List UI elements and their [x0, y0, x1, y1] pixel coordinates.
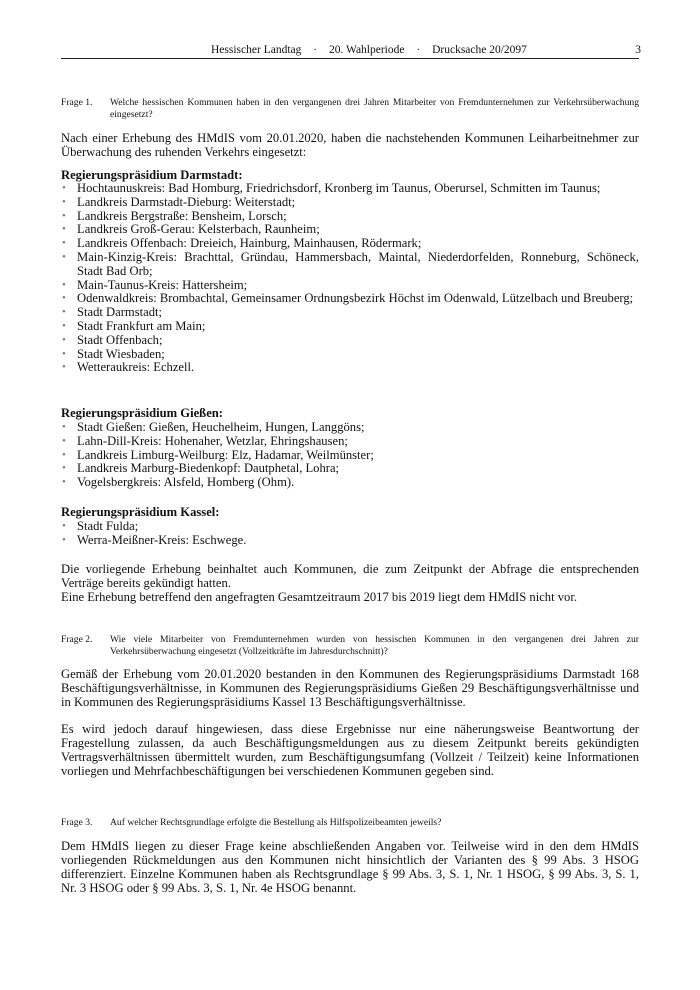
list-item: • Hochtaunuskreis: Bad Homburg, Friedrichsdorf, Kronberg im Taunus, Oberursel, Schmitten im Taunus; [61, 182, 639, 196]
list-item: • Landkreis Groß-Gerau: Kelsterbach, Raunheim; [61, 223, 639, 237]
list-item: • Stadt Wiesbaden; [61, 348, 639, 362]
answer-3 [61, 839, 639, 895]
question-text: Auf welcher Rechtsgrundlage erfolgte die Bestellung als Hilfspolizeibeamten jeweils? [110, 817, 442, 828]
header-divider [61, 58, 639, 59]
question-label: Frage 3. [61, 817, 93, 828]
section-heading-giessen: Regierungspräsidium Gießen: [61, 406, 223, 420]
header-parliament: Hessischer Landtag [211, 44, 302, 56]
list-item: • Landkreis Marburg-Biedenkopf: Dautphetal, Lohra; [61, 462, 639, 476]
question-2 [61, 634, 639, 659]
header-title [211, 43, 527, 57]
question-text: Wie viele Mitarbeiter von Fremdunternehmen wurden von hessischen Kommunen in den vergangenen drei Jahren zur Verkehrsüberwachung eingesetzt (Vollzeitkräfte im Jahresdurchschnitt)? [110, 634, 639, 658]
list-item: • Werra-Meißner-Kreis: Eschwege. [61, 534, 639, 548]
paragraph: Es wird jedoch darauf hingewiesen, dass diese Ergebnisse nur eine näherungsweise Beantwortung der Fragestellung zulassen, da auch Beschäftigungsmeldungen aus zu diesem Zeitpunkt bereits gekündigten Vertragsverhältnissen übermittelt wurden, zum Beschäftigungsumfang (Vollzeit / Teilzeit) keine Informationen vorliegen und Mehrfachbeschäftigungen bei verschiedenen Kommunen gegeben sind. [61, 722, 639, 778]
paragraph: Nach einer Erhebung des HMdIS vom 20.01.2020, haben die nachstehenden Kommunen Leiharbeitnehmer zur Überwachung des ruhenden Verkehrs eingesetzt: [61, 131, 639, 159]
question-label: Frage 2. [61, 634, 93, 645]
list-item: • Vogelsbergkreis: Alsfeld, Homberg (Ohm). [61, 476, 639, 490]
list-item: • Wetteraukreis: Echzell. [61, 361, 639, 375]
answer-2 [61, 667, 639, 778]
question-3 [61, 817, 639, 829]
question-1 [61, 97, 639, 122]
question-text: Welche hessischen Kommunen haben in den vergangenen drei Jahren Mitarbeiter von Fremdunternehmen zur Verkehrsüberwachung eingesetzt? [110, 97, 639, 121]
list-item: • Stadt Frankfurt am Main; [61, 320, 639, 334]
list-item: • Main-Taunus-Kreis: Hattersheim; [61, 279, 639, 293]
list-item: • Landkreis Darmstadt-Dieburg: Weiterstadt; [61, 196, 639, 210]
paragraph: Die vorliegende Erhebung beinhaltet auch Kommunen, die zum Zeitpunkt der Abfrage die entsprechenden Verträge bereits gekündigt hatten. [61, 562, 639, 590]
list-item: • Lahn-Dill-Kreis: Hohenaher, Wetzlar, Ehringshausen; [61, 435, 639, 449]
header-separator: · [313, 44, 318, 56]
answer-1-closing [61, 562, 639, 604]
paragraph: Gemäß der Erhebung vom 20.01.2020 bestanden in den Kommunen des Regierungspräsidiums Darmstadt 168 Beschäftigungsverhältnisse, in Kommunen des Regierungspräsidiums Gießen 29 Beschäftigungsverhältnisse und in Kommunen des Regierungspräsidiums Kassel 13 Beschäftigungsverhältnisse. [61, 667, 639, 709]
section-heading-darmstadt: Regierungspräsidium Darmstadt: [61, 168, 243, 182]
paragraph: Dem HMdIS liegen zu dieser Frage keine abschließenden Angaben vor. Teilweise wird in den dem HMdIS vorliegenden Rückmeldungen aus den Kommunen nicht hinsichtlich der Varianten des § 99 Abs. 3 HSOG differenziert. Einzelne Kommunen haben als Rechtsgrundlage § 99 Abs. 3, S. 1, Nr. 1 HSOG, § 99 Abs. 3, S. 1, Nr. 3 HSOG oder § 99 Abs. 3, S. 1, Nr. 4e HSOG benannt. [61, 839, 639, 895]
header-document: Drucksache 20/2097 [432, 44, 527, 56]
list-item: • Main-Kinzig-Kreis: Brachttal, Gründau, Hammersbach, Maintal, Niederdorfelden, Ronneburg, Schöneck, Stadt Bad Orb; [61, 251, 639, 279]
list-item: • Stadt Gießen: Gießen, Heuchelheim, Hungen, Langgöns; [61, 421, 639, 435]
list-darmstadt [61, 182, 639, 375]
header-separator: · [416, 44, 421, 56]
list-item: • Stadt Fulda; [61, 520, 639, 534]
question-label: Frage 1. [61, 97, 93, 108]
answer-1-intro [61, 131, 639, 159]
list-item: • Landkreis Limburg-Weilburg: Elz, Hadamar, Weilmünster; [61, 449, 639, 463]
header-period: 20. Wahlperiode [328, 44, 405, 56]
list-item: • Odenwaldkreis: Brombachtal, Gemeinsamer Ordnungsbezirk Höchst im Odenwald, Lützelbach und Breuberg; [61, 292, 639, 306]
list-item: • Landkreis Bergstraße: Bensheim, Lorsch; [61, 210, 639, 224]
page-number: 3 [635, 44, 641, 56]
list-item: • Stadt Darmstadt; [61, 306, 639, 320]
list-item: • Stadt Offenbach; [61, 334, 639, 348]
list-kassel [61, 520, 639, 548]
list-item: • Landkreis Offenbach: Dreieich, Hainburg, Mainhausen, Rödermark; [61, 237, 639, 251]
paragraph: Eine Erhebung betreffend den angefragten Gesamtzeitraum 2017 bis 2019 liegt dem HMdIS nicht vor. [61, 590, 577, 604]
section-heading-kassel: Regierungspräsidium Kassel: [61, 505, 220, 519]
list-giessen [61, 421, 639, 490]
